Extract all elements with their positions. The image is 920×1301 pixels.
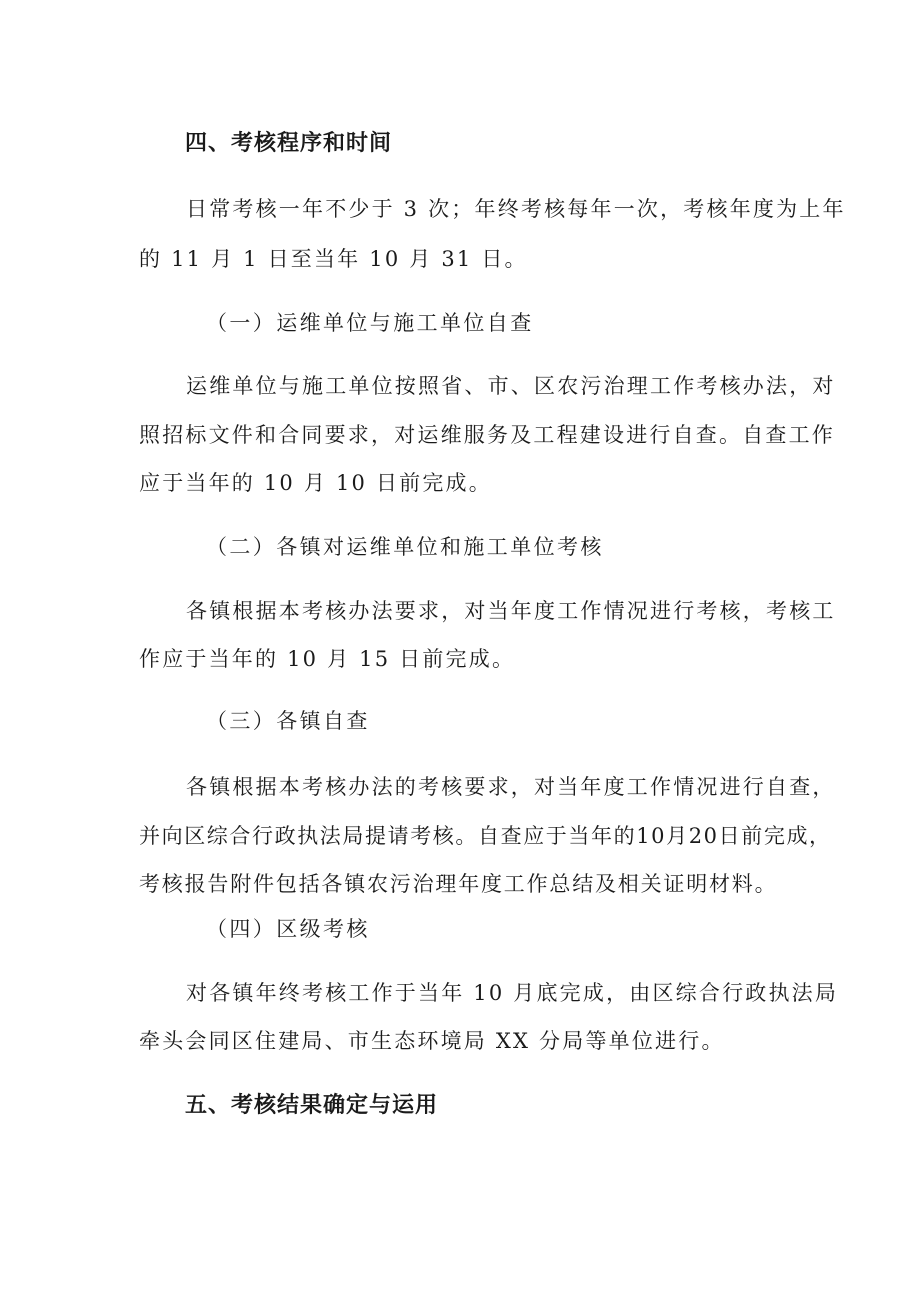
paragraph-line: 应于当年的 10 月 10 日前完成。: [139, 471, 492, 495]
subsection-heading-2: （二）各镇对运维单位和施工单位考核: [206, 535, 604, 559]
paragraph-line: 并向区综合行政执法局提请考核。自查应于当年的10月20日前完成，: [139, 824, 832, 848]
paragraph-line: 的 11 月 1 日至当年 10 月 31 日。: [139, 247, 528, 271]
paragraph-line: 各镇根据本考核办法的考核要求，对当年度工作情况进行自查，: [186, 775, 836, 799]
paragraph-line: 对各镇年终考核工作于当年 10 月底完成，由区综合行政执法局: [186, 981, 839, 1005]
section-heading-4: 四、考核程序和时间: [185, 131, 393, 156]
paragraph-line: 考核报告附件包括各镇农污治理年度工作总结及相关证明材料。: [139, 872, 778, 896]
section-heading-5: 五、考核结果确定与运用: [185, 1093, 439, 1118]
subsection-heading-3: （三）各镇自查: [206, 709, 370, 733]
paragraph-line: 照招标文件和合同要求，对运维服务及工程建设进行自查。自查工作: [139, 423, 835, 447]
paragraph-line: 各镇根据本考核办法要求，对当年度工作情况进行考核，考核工: [186, 599, 836, 623]
subsection-heading-4: （四）区级考核: [206, 917, 370, 941]
paragraph-line: 牵头会同区住建局、市生态环境局 XX 分局等单位进行。: [139, 1029, 725, 1053]
subsection-heading-1: （一）运维单位与施工单位自查: [206, 311, 534, 335]
paragraph-line: 运维单位与施工单位按照省、市、区农污治理工作考核办法，对: [186, 374, 836, 398]
paragraph-line: 日常考核一年不少于 3 次；年终考核每年一次，考核年度为上年: [186, 197, 846, 221]
paragraph-line: 作应于当年的 10 月 15 日前完成。: [139, 647, 516, 671]
